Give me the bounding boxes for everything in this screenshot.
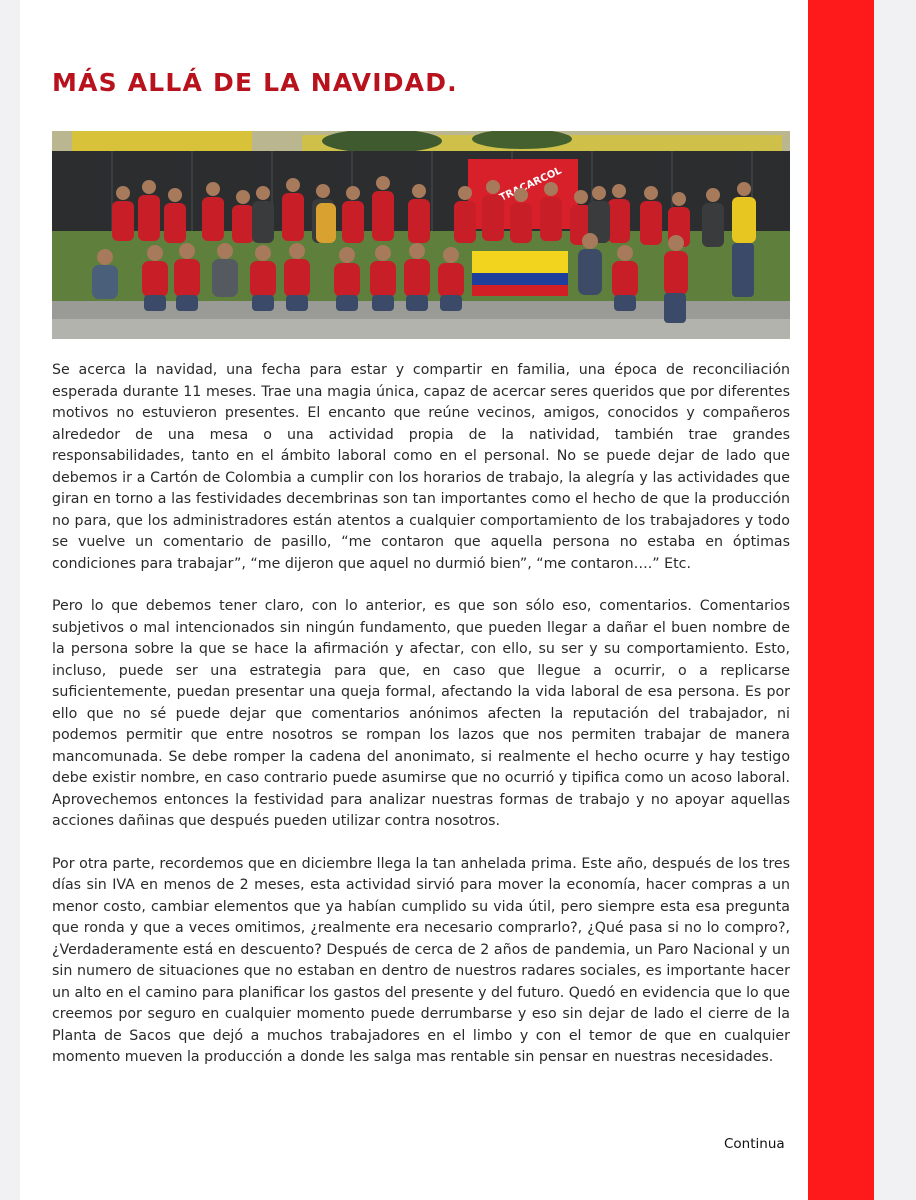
paragraph-3: Por otra parte, recordemos que en diciembre llega la tan anhelada prima. Este año, después de los tres días sin IVA en menos de 2 meses, esta actividad sirvió para mover la economía, hacer compras a un menor costo, cambiar elementos que ya habían cumplido su vida útil, pero siempre esta esa pregunta que ronda y que a veces omitimos, ¿realmente era necesario comprarlo?, ¿Qué pasa si no lo compro?, ¿Verdaderamente está en descuento? Después de cerca de 2 años de pandemia, un Paro Nacional y un sin numero de situaciones que no estaban en dentro de nuestros radares sociales, es importante hacer un alto en el camino para planificar los gastos del presente y del futuro. Quedó en evidencia que lo que creemos por seguro en cualquier momento puede derrumbarse y eso sin dejar de lado el cierre de la Planta de Sacos que dejó a muchos trabajadores en el limbo y con el temor de que en cualquier momento mueven la producción a donde les salga mas rentable sin pensar en nuestras necesidades.	[52, 855, 790, 1065]
group-photo-illustration	[52, 131, 790, 339]
continue-link[interactable]: Continua	[724, 1136, 785, 1152]
article-title: MÁS ALLÁ DE LA NAVIDAD.	[52, 68, 458, 97]
right-margin	[874, 0, 916, 1200]
document-page	[20, 0, 808, 1200]
paragraph-1: Se acerca la navidad, una fecha para estar y compartir en familia, una época de reconciliación esperada durante 11 meses. Trae una magia única, capaz de acercar seres queridos que por diferentes motivos no estuvieron presentes. El encanto que reúne vecinos, amigos, conocidos y compañeros alrededor de una mesa o una actividad propia de la natividad, también trae grandes responsabilidades, tanto en el ámbito laboral como en el personal. No se puede dejar de lado que debemos ir a Cartón de Colombia a cumplir con los horarios de trabajo, la alegría y las actividades que giran en torno a las festividades decembrinas son tan importantes como el hecho de que la producción no para, que los administradores están atentos a cualquier comportamiento de los trabajadores y todo se vuelve un comentario de pasillo, “me contaron que aquella persona no estaba en óptimas condiciones para trabajar”, “me dijeron que aquel no durmió bien”, “me contaron….” Etc.	[52, 362, 790, 572]
paragraph-2: Pero lo que debemos tener claro, con lo anterior, es que son sólo eso, comentarios. Comentarios subjetivos o mal intencionados sin ningún fundamento, que pueden llegar a dañar el buen nombre de la persona sobre la que se hace la afirmación y afectar, con ello, su ser y su comportamiento. Esto, incluso, puede ser una estrategia para que, en caso que llegue a ocurrir, o a replicarse suficientemente, puedan presentar una queja formal, afectando la vida laboral de esa persona. Es por ello que no sé puede dejar que comentarios anónimos afecten la reputación del trabajador, ni podemos permitir que entre nosotros se rompan los lazos que nos permiten trabajar de manera mancomunada. Se debe romper la cadena del anonimato, si realmente el hecho ocurre y hay testigo debe existir nombre, en caso contrario puede asumirse que no ocurrió y tipifica como un acoso laboral. Aprovechemos entonces la festividad para analizar nuestras formas de trabajo y no apoyar aquellas acciones dañinas que después pueden utilizar contra nosotros.	[52, 598, 790, 829]
article-body	[52, 360, 790, 1090]
group-photo	[52, 131, 790, 339]
accent-sidebar	[808, 0, 874, 1200]
